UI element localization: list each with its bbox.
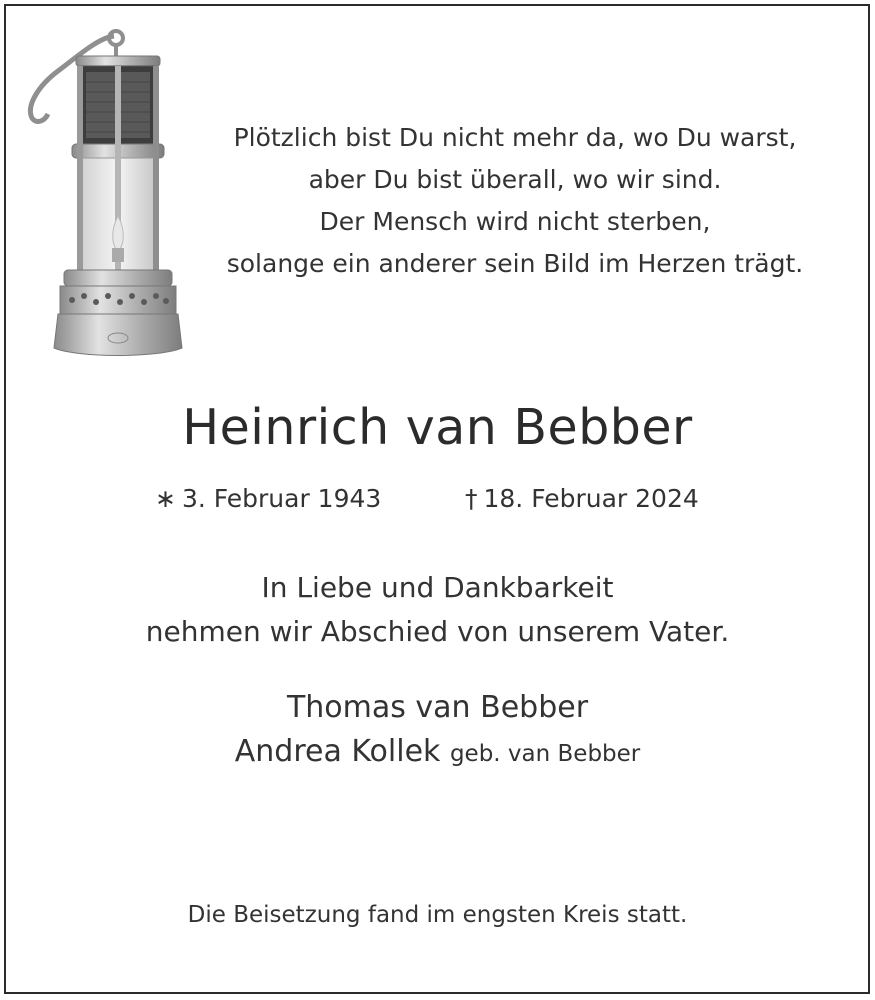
family-member-2-note: geb. van Bebber — [449, 741, 641, 767]
death-date-line — [465, 482, 699, 516]
family-member-2-name: Andrea Kollek — [234, 734, 441, 769]
poem-line: aber Du bist überall, wo wir sind. — [308, 165, 722, 194]
birth-date-line — [155, 482, 381, 516]
farewell-line: nehmen wir Abschied von unserem Vater. — [145, 615, 730, 648]
miners-lamp-icon — [18, 26, 186, 376]
farewell-line: In Liebe und Dankbarkeit — [261, 571, 614, 604]
deceased-name: Heinrich van Bebber — [182, 399, 693, 456]
birth-star-icon: ∗ — [155, 484, 176, 513]
family-signatures — [0, 686, 875, 776]
poem-line: Plötzlich bist Du nicht mehr da, wo Du warst, — [233, 123, 797, 152]
funeral-note: Die Beisetzung fand im engsten Kreis statt. — [187, 902, 688, 928]
family-member-2 — [0, 730, 875, 776]
farewell-text — [0, 566, 875, 654]
poem-line: solange ein anderer sein Bild im Herzen trägt. — [226, 249, 804, 278]
death-cross-icon: † — [465, 484, 478, 513]
death-date: 18. Februar 2024 — [483, 484, 699, 513]
birth-date: 3. Februar 1943 — [181, 484, 382, 513]
poem-line: Der Mensch wird nicht sterben, — [319, 207, 711, 236]
family-member-1: Thomas van Bebber — [286, 690, 589, 725]
poem-block — [200, 117, 830, 285]
